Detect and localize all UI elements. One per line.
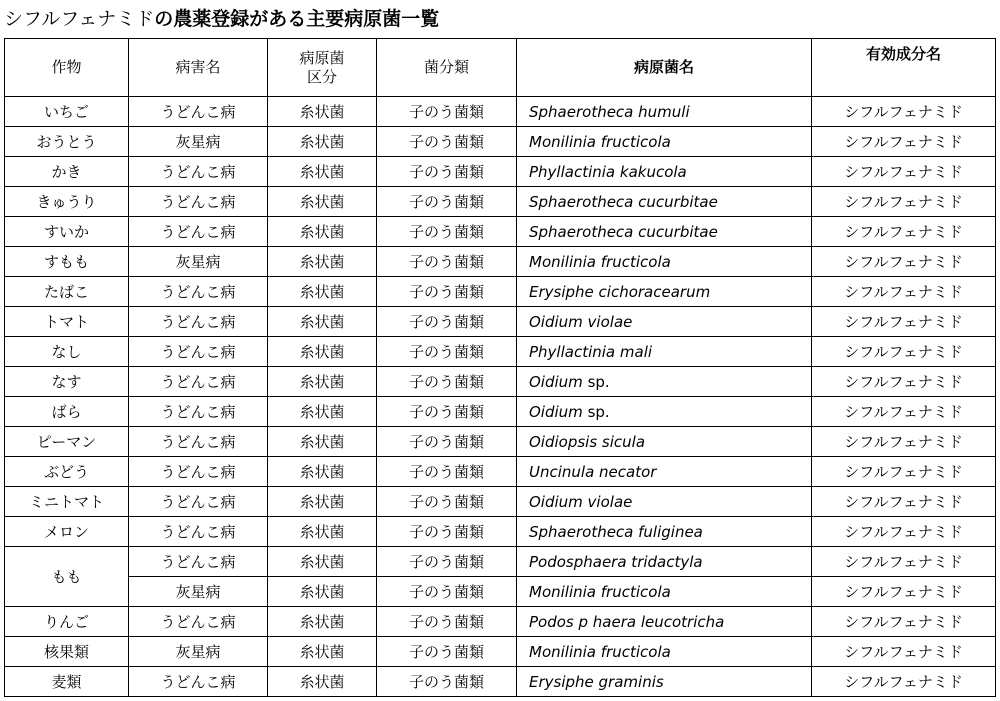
header-pathogen-class-line2: 区分 <box>306 67 337 86</box>
disease-cell: うどんこ病 <box>129 667 268 697</box>
disease-cell: うどんこ病 <box>129 337 268 367</box>
disease-cell: うどんこ病 <box>129 367 268 397</box>
pathogen-name-cell <box>517 577 812 607</box>
active-ingredient-cell: シフルフェナミド <box>812 277 996 307</box>
crop-cell: おうとう <box>5 127 129 157</box>
pathogen-name-cell <box>517 97 812 127</box>
fungal-class-cell: 子のう菌類 <box>377 247 517 277</box>
disease-cell: 灰星病 <box>129 127 268 157</box>
disease-cell: うどんこ病 <box>129 547 268 577</box>
active-ingredient-cell: シフルフェナミド <box>812 127 996 157</box>
table-row <box>5 217 996 247</box>
fungal-class-cell: 子のう菌類 <box>377 397 517 427</box>
crop-cell: ばら <box>5 397 129 427</box>
header-active-ingredient: 有効成分名 <box>812 39 996 97</box>
fungal-class-cell: 子のう菌類 <box>377 487 517 517</box>
crop-cell: トマト <box>5 307 129 337</box>
pathogen-class-cell: 糸状菌 <box>268 127 377 157</box>
table-row <box>5 457 996 487</box>
crop-cell: 麦類 <box>5 667 129 697</box>
table-row <box>5 307 996 337</box>
active-ingredient-cell: シフルフェナミド <box>812 367 996 397</box>
pathogen-name-cell <box>517 367 812 397</box>
pathogen-class-cell: 糸状菌 <box>268 427 377 457</box>
crop-cell: きゅうり <box>5 187 129 217</box>
table-row <box>5 277 996 307</box>
pathogen-species-suffix: sp. <box>582 402 610 421</box>
fungal-class-cell: 子のう菌類 <box>377 97 517 127</box>
page-title <box>4 2 439 36</box>
disease-cell: 灰星病 <box>129 577 268 607</box>
fungal-class-cell: 子のう菌類 <box>377 667 517 697</box>
pathogen-scientific-name: Sphaerotheca humuli <box>529 102 690 121</box>
crop-cell: すいか <box>5 217 129 247</box>
pathogen-class-cell: 糸状菌 <box>268 577 377 607</box>
pathogen-name-cell <box>517 157 812 187</box>
disease-cell: うどんこ病 <box>129 157 268 187</box>
table-row <box>5 427 996 457</box>
pathogen-class-cell: 糸状菌 <box>268 307 377 337</box>
pathogen-class-cell: 糸状菌 <box>268 157 377 187</box>
pathogen-class-cell: 糸状菌 <box>268 397 377 427</box>
pathogen-name-cell <box>517 397 812 427</box>
table-row <box>5 157 996 187</box>
table-row <box>5 577 996 607</box>
pathogen-name-cell <box>517 667 812 697</box>
crop-cell: いちご <box>5 97 129 127</box>
pathogen-class-cell: 糸状菌 <box>268 337 377 367</box>
disease-cell: 灰星病 <box>129 637 268 667</box>
pathogen-name-cell <box>517 487 812 517</box>
pathogen-table <box>4 38 996 697</box>
pathogen-scientific-name: Monilinia fructicola <box>529 582 671 601</box>
pathogen-class-cell: 糸状菌 <box>268 517 377 547</box>
crop-cell: ピーマン <box>5 427 129 457</box>
pathogen-class-cell: 糸状菌 <box>268 667 377 697</box>
pathogen-class-cell: 糸状菌 <box>268 277 377 307</box>
active-ingredient-cell: シフルフェナミド <box>812 247 996 277</box>
pathogen-class-cell: 糸状菌 <box>268 547 377 577</box>
pathogen-class-cell: 糸状菌 <box>268 247 377 277</box>
crop-cell: 核果類 <box>5 637 129 667</box>
pathogen-scientific-name: Sphaerotheca cucurbitae <box>529 222 718 241</box>
fungal-class-cell: 子のう菌類 <box>377 157 517 187</box>
table-row <box>5 517 996 547</box>
fungal-class-cell: 子のう菌類 <box>377 547 517 577</box>
active-ingredient-cell: シフルフェナミド <box>812 337 996 367</box>
fungal-class-cell: 子のう菌類 <box>377 187 517 217</box>
pathogen-class-cell: 糸状菌 <box>268 457 377 487</box>
disease-cell: うどんこ病 <box>129 517 268 547</box>
header-crop: 作物 <box>5 39 129 97</box>
pathogen-name-cell <box>517 277 812 307</box>
disease-cell: うどんこ病 <box>129 487 268 517</box>
pathogen-scientific-name: Phyllactinia kakucola <box>529 162 687 181</box>
fungal-class-cell: 子のう菌類 <box>377 427 517 457</box>
active-ingredient-cell: シフルフェナミド <box>812 157 996 187</box>
fungal-class-cell: 子のう菌類 <box>377 577 517 607</box>
pathogen-class-cell: 糸状菌 <box>268 637 377 667</box>
pathogen-name-cell <box>517 337 812 367</box>
fungal-class-cell: 子のう菌類 <box>377 607 517 637</box>
title-rest: の農薬登録がある主要病原菌一覧 <box>154 8 440 30</box>
table-row <box>5 667 996 697</box>
active-ingredient-cell: シフルフェナミド <box>812 457 996 487</box>
fungal-class-cell: 子のう菌類 <box>377 367 517 397</box>
pathogen-class-cell: 糸状菌 <box>268 97 377 127</box>
pathogen-scientific-name: Erysiphe graminis <box>529 672 664 691</box>
table-row <box>5 397 996 427</box>
pathogen-class-cell: 糸状菌 <box>268 187 377 217</box>
active-ingredient-cell: シフルフェナミド <box>812 637 996 667</box>
active-ingredient-cell: シフルフェナミド <box>812 397 996 427</box>
crop-cell: なす <box>5 367 129 397</box>
crop-cell: なし <box>5 337 129 367</box>
fungal-class-cell: 子のう菌類 <box>377 307 517 337</box>
active-ingredient-cell: シフルフェナミド <box>812 487 996 517</box>
disease-cell: うどんこ病 <box>129 97 268 127</box>
pathogen-name-cell <box>517 127 812 157</box>
crop-cell: ミニトマト <box>5 487 129 517</box>
table-row <box>5 487 996 517</box>
pathogen-scientific-name: Erysiphe cichoracearum <box>529 282 711 301</box>
active-ingredient-cell: シフルフェナミド <box>812 427 996 457</box>
pathogen-scientific-name: Sphaerotheca cucurbitae <box>529 192 718 211</box>
title-ingredient: シフルフェナミド <box>4 8 155 30</box>
header-fungal-class: 菌分類 <box>377 39 517 97</box>
active-ingredient-cell: シフルフェナミド <box>812 667 996 697</box>
pathogen-scientific-name: Podos p haera leucotricha <box>529 612 725 631</box>
pathogen-name-cell <box>517 187 812 217</box>
crop-cell: りんご <box>5 607 129 637</box>
fungal-class-cell: 子のう菌類 <box>377 127 517 157</box>
active-ingredient-cell: シフルフェナミド <box>812 547 996 577</box>
pathogen-name-cell <box>517 517 812 547</box>
pathogen-name-cell <box>517 427 812 457</box>
crop-cell: すもも <box>5 247 129 277</box>
pathogen-scientific-name: Oidium violae <box>529 312 633 331</box>
pathogen-name-cell <box>517 247 812 277</box>
pathogen-name-cell <box>517 637 812 667</box>
fungal-class-cell: 子のう菌類 <box>377 637 517 667</box>
header-pathogen-class <box>268 39 377 97</box>
table-row <box>5 97 996 127</box>
header-row <box>5 39 996 97</box>
table-row <box>5 247 996 277</box>
table-row <box>5 367 996 397</box>
pathogen-name-cell <box>517 307 812 337</box>
crop-cell: メロン <box>5 517 129 547</box>
table-row <box>5 337 996 367</box>
crop-cell: たばこ <box>5 277 129 307</box>
table-row <box>5 637 996 667</box>
fungal-class-cell: 子のう菌類 <box>377 517 517 547</box>
pathogen-scientific-name: Uncinula necator <box>529 462 657 481</box>
disease-cell: うどんこ病 <box>129 457 268 487</box>
pathogen-name-cell <box>517 217 812 247</box>
active-ingredient-cell: シフルフェナミド <box>812 517 996 547</box>
pathogen-scientific-name: Monilinia fructicola <box>529 132 671 151</box>
disease-cell: うどんこ病 <box>129 277 268 307</box>
crop-cell: ぶどう <box>5 457 129 487</box>
fungal-class-cell: 子のう菌類 <box>377 277 517 307</box>
table-row <box>5 127 996 157</box>
pathogen-scientific-name: Phyllactinia mali <box>529 342 653 361</box>
disease-cell: うどんこ病 <box>129 397 268 427</box>
crop-cell: かき <box>5 157 129 187</box>
table-row <box>5 607 996 637</box>
active-ingredient-cell: シフルフェナミド <box>812 97 996 127</box>
fungal-class-cell: 子のう菌類 <box>377 457 517 487</box>
crop-cell: もも <box>5 547 129 607</box>
pathogen-scientific-name: Monilinia fructicola <box>529 252 671 271</box>
disease-cell: うどんこ病 <box>129 187 268 217</box>
fungal-class-cell: 子のう菌類 <box>377 337 517 367</box>
table-row <box>5 187 996 217</box>
active-ingredient-cell: シフルフェナミド <box>812 187 996 217</box>
pathogen-species-suffix: sp. <box>582 372 610 391</box>
active-ingredient-cell: シフルフェナミド <box>812 607 996 637</box>
header-pathogen-class-line1: 病原菌 <box>299 48 345 67</box>
pathogen-scientific-name: Podosphaera tridactyla <box>529 552 703 571</box>
active-ingredient-cell: シフルフェナミド <box>812 577 996 607</box>
pathogen-scientific-name: Oidium <box>529 372 583 391</box>
pathogen-class-cell: 糸状菌 <box>268 487 377 517</box>
disease-cell: うどんこ病 <box>129 217 268 247</box>
pathogen-name-cell <box>517 547 812 577</box>
pathogen-class-cell: 糸状菌 <box>268 217 377 247</box>
active-ingredient-cell: シフルフェナミド <box>812 307 996 337</box>
table-body <box>5 97 996 697</box>
table-row <box>5 547 996 577</box>
disease-cell: うどんこ病 <box>129 607 268 637</box>
pathogen-name-cell <box>517 457 812 487</box>
header-pathogen-name: 病原菌名 <box>517 39 812 97</box>
pathogen-scientific-name: Monilinia fructicola <box>529 642 671 661</box>
header-disease: 病害名 <box>129 39 268 97</box>
pathogen-scientific-name: Sphaerotheca fuliginea <box>529 522 703 541</box>
pathogen-scientific-name: Oidium <box>529 402 583 421</box>
disease-cell: 灰星病 <box>129 247 268 277</box>
pathogen-scientific-name: Oidiopsis sicula <box>529 432 646 451</box>
disease-cell: うどんこ病 <box>129 427 268 457</box>
pathogen-class-cell: 糸状菌 <box>268 367 377 397</box>
pathogen-scientific-name: Oidium violae <box>529 492 633 511</box>
pathogen-class-cell: 糸状菌 <box>268 607 377 637</box>
disease-cell: うどんこ病 <box>129 307 268 337</box>
active-ingredient-cell: シフルフェナミド <box>812 217 996 247</box>
fungal-class-cell: 子のう菌類 <box>377 217 517 247</box>
pathogen-name-cell <box>517 607 812 637</box>
